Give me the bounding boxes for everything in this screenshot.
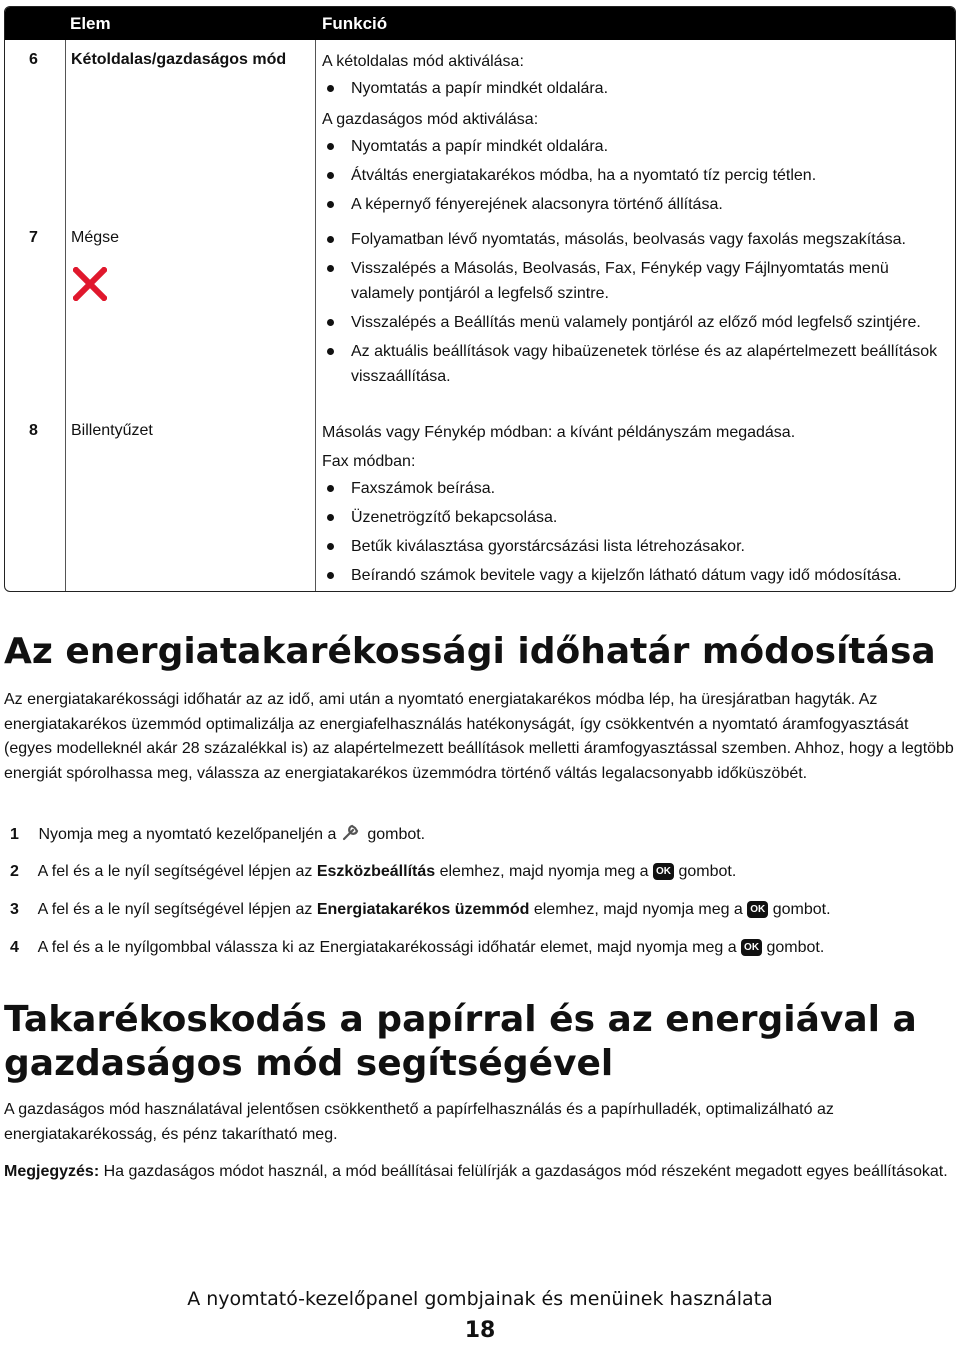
function-table xyxy=(4,6,956,592)
bullet-icon xyxy=(327,319,334,326)
column-divider xyxy=(65,40,66,591)
section-paragraph: A gazdaságos mód használatával jelentősen csökkenthető a papírfelhasználás és a papírhulladék, optimalizálható az energiatakarékosság, és pénz takarítható meg. xyxy=(4,1101,834,1143)
function-text: A gazdaságos mód aktiválása: xyxy=(322,111,539,128)
step-text: elemhez, majd nyomja meg a xyxy=(533,901,743,918)
ok-key-icon: OK xyxy=(653,863,674,880)
section-title-line-1: Takarékoskodás a papírral és az energiával a xyxy=(4,999,917,1040)
list-item: Beírandó számok bevitele vagy a kijelzőn látható dátum vagy idő módosítása. xyxy=(322,563,952,588)
bullet-icon xyxy=(327,265,334,272)
step-text: gombot. xyxy=(678,863,737,880)
function-text: Fax módban: xyxy=(322,453,416,470)
step-number: 4 xyxy=(10,939,19,956)
list-item: Az aktuális beállítások vagy hibaüzenetek törlése és az alapértelmezett beállítások visszaállítása. xyxy=(322,339,952,389)
function-text: A kétoldalas mód aktiválása: xyxy=(322,53,524,70)
row-number: 7 xyxy=(29,229,38,246)
row-function xyxy=(322,227,952,393)
list-item: Nyomtatás a papír mindkét oldalára. xyxy=(322,76,952,101)
step-text: gombot. xyxy=(772,901,831,918)
header-function: Funkció xyxy=(322,14,388,33)
step-4 xyxy=(10,936,960,960)
list-item: Nyomtatás a papír mindkét oldalára. xyxy=(322,134,952,159)
note-label: Megjegyzés: xyxy=(4,1163,100,1180)
section-title-line-2: gazdaságos mód segítségével xyxy=(4,1043,614,1084)
row-element: Billentyűzet xyxy=(71,422,153,439)
bullet-icon xyxy=(327,172,334,179)
step-bold-text: Eszközbeállítás xyxy=(316,863,436,880)
function-text: Másolás vagy Fénykép módban: a kívánt példányszám megadása. xyxy=(322,424,796,441)
step-text: A fel és a le nyíl segítségével lépjen az xyxy=(37,901,313,918)
list-item: Betűk kiválasztása gyorstárcsázási lista létrehozásakor. xyxy=(322,534,952,559)
step-number: 1 xyxy=(10,826,19,843)
list-item: A képernyő fényerejének alacsonyra történő állítása. xyxy=(322,192,952,217)
row-element: Kétoldalas/gazdaságos mód xyxy=(71,51,287,68)
bullet-icon xyxy=(327,572,334,579)
bullet-icon xyxy=(327,485,334,492)
step-text: gombot. xyxy=(367,826,426,843)
bullet-icon xyxy=(327,236,334,243)
column-divider xyxy=(315,40,316,591)
row-number: 8 xyxy=(29,422,38,439)
step-text: A fel és a le nyíl segítségével lépjen az xyxy=(37,863,313,880)
bullet-icon xyxy=(327,543,334,550)
step-text: gombot. xyxy=(766,939,825,956)
row-element: Mégse xyxy=(71,229,120,246)
bullet-icon xyxy=(327,143,334,150)
list-item: Átváltás energiatakarékos módba, ha a nyomtató tíz percig tétlen. xyxy=(322,163,952,188)
bullet-icon xyxy=(327,201,334,208)
bullet-icon xyxy=(327,348,334,355)
section-title: Az energiatakarékossági időhatár módosítása xyxy=(4,631,936,672)
table-header xyxy=(5,7,955,40)
list-item: Visszalépés a Másolás, Beolvasás, Fax, Fénykép vagy Fájlnyomtatás menü valamely pontjáról a legfelső szintre. xyxy=(322,256,952,306)
footer-title: A nyomtató-kezelőpanel gombjainak és menüinek használata xyxy=(187,1288,773,1310)
step-text: Nyomja meg a nyomtató kezelőpaneljén a xyxy=(38,826,337,843)
row-function xyxy=(322,47,952,221)
step-bold-text: Energiatakarékos üzemmód xyxy=(316,901,530,918)
row-function xyxy=(322,418,952,592)
section-paragraph: Az energiatakarékossági időhatár az az idő, ami után a nyomtató energiatakarékos módba lép, ha üresjáratban hagyták. Az energiatakarékos üzemmód optimalizálja az energiafelhasználás hatékonyságát, így csökkentvén a nyomtató áramfogyasztását (egyes modelleknél akár 28 százalékkal is) az alapértelmezett beállítások melletti áramfogyasztással szemben. Ahhoz, hogy a legtöbb energiát spórolhassa meg, válassza az energiatakarékos üzemmódra történő váltás legalacsonyabb időküszöbét. xyxy=(4,691,954,782)
ok-key-icon: OK xyxy=(741,939,762,956)
ok-key-icon: OK xyxy=(747,901,768,918)
wrench-icon xyxy=(341,822,363,842)
list-item: Faxszámok beírása. xyxy=(322,476,952,501)
bullet-icon xyxy=(327,85,334,92)
step-2 xyxy=(10,860,960,884)
step-text: A fel és a le nyílgombbal válassza ki az Energiatakarékossági időhatár elemet, majd nyomja meg a xyxy=(37,939,737,956)
list-item: Folyamatban lévő nyomtatás, másolás, beolvasás vagy faxolás megszakítása. xyxy=(322,227,952,252)
note xyxy=(4,1160,954,1185)
step-3 xyxy=(10,898,960,922)
step-1 xyxy=(10,822,960,847)
list-item: Visszalépés a Beállítás menü valamely pontjáról az előző mód legfelső szintjére. xyxy=(322,310,952,335)
step-text: elemhez, majd nyomja meg a xyxy=(439,863,649,880)
page-number: 18 xyxy=(464,1318,496,1343)
row-number: 6 xyxy=(29,51,38,68)
step-number: 3 xyxy=(10,901,19,918)
note-text: Ha gazdaságos módot használ, a mód beállításai felülírják a gazdaságos mód részeként megadott egyes beállításokat. xyxy=(103,1163,948,1180)
header-element: Elem xyxy=(70,14,111,33)
bullet-icon xyxy=(327,514,334,521)
list-item: Üzenetrögzítő bekapcsolása. xyxy=(322,505,952,530)
step-number: 2 xyxy=(10,863,19,880)
cancel-x-icon xyxy=(73,267,107,301)
